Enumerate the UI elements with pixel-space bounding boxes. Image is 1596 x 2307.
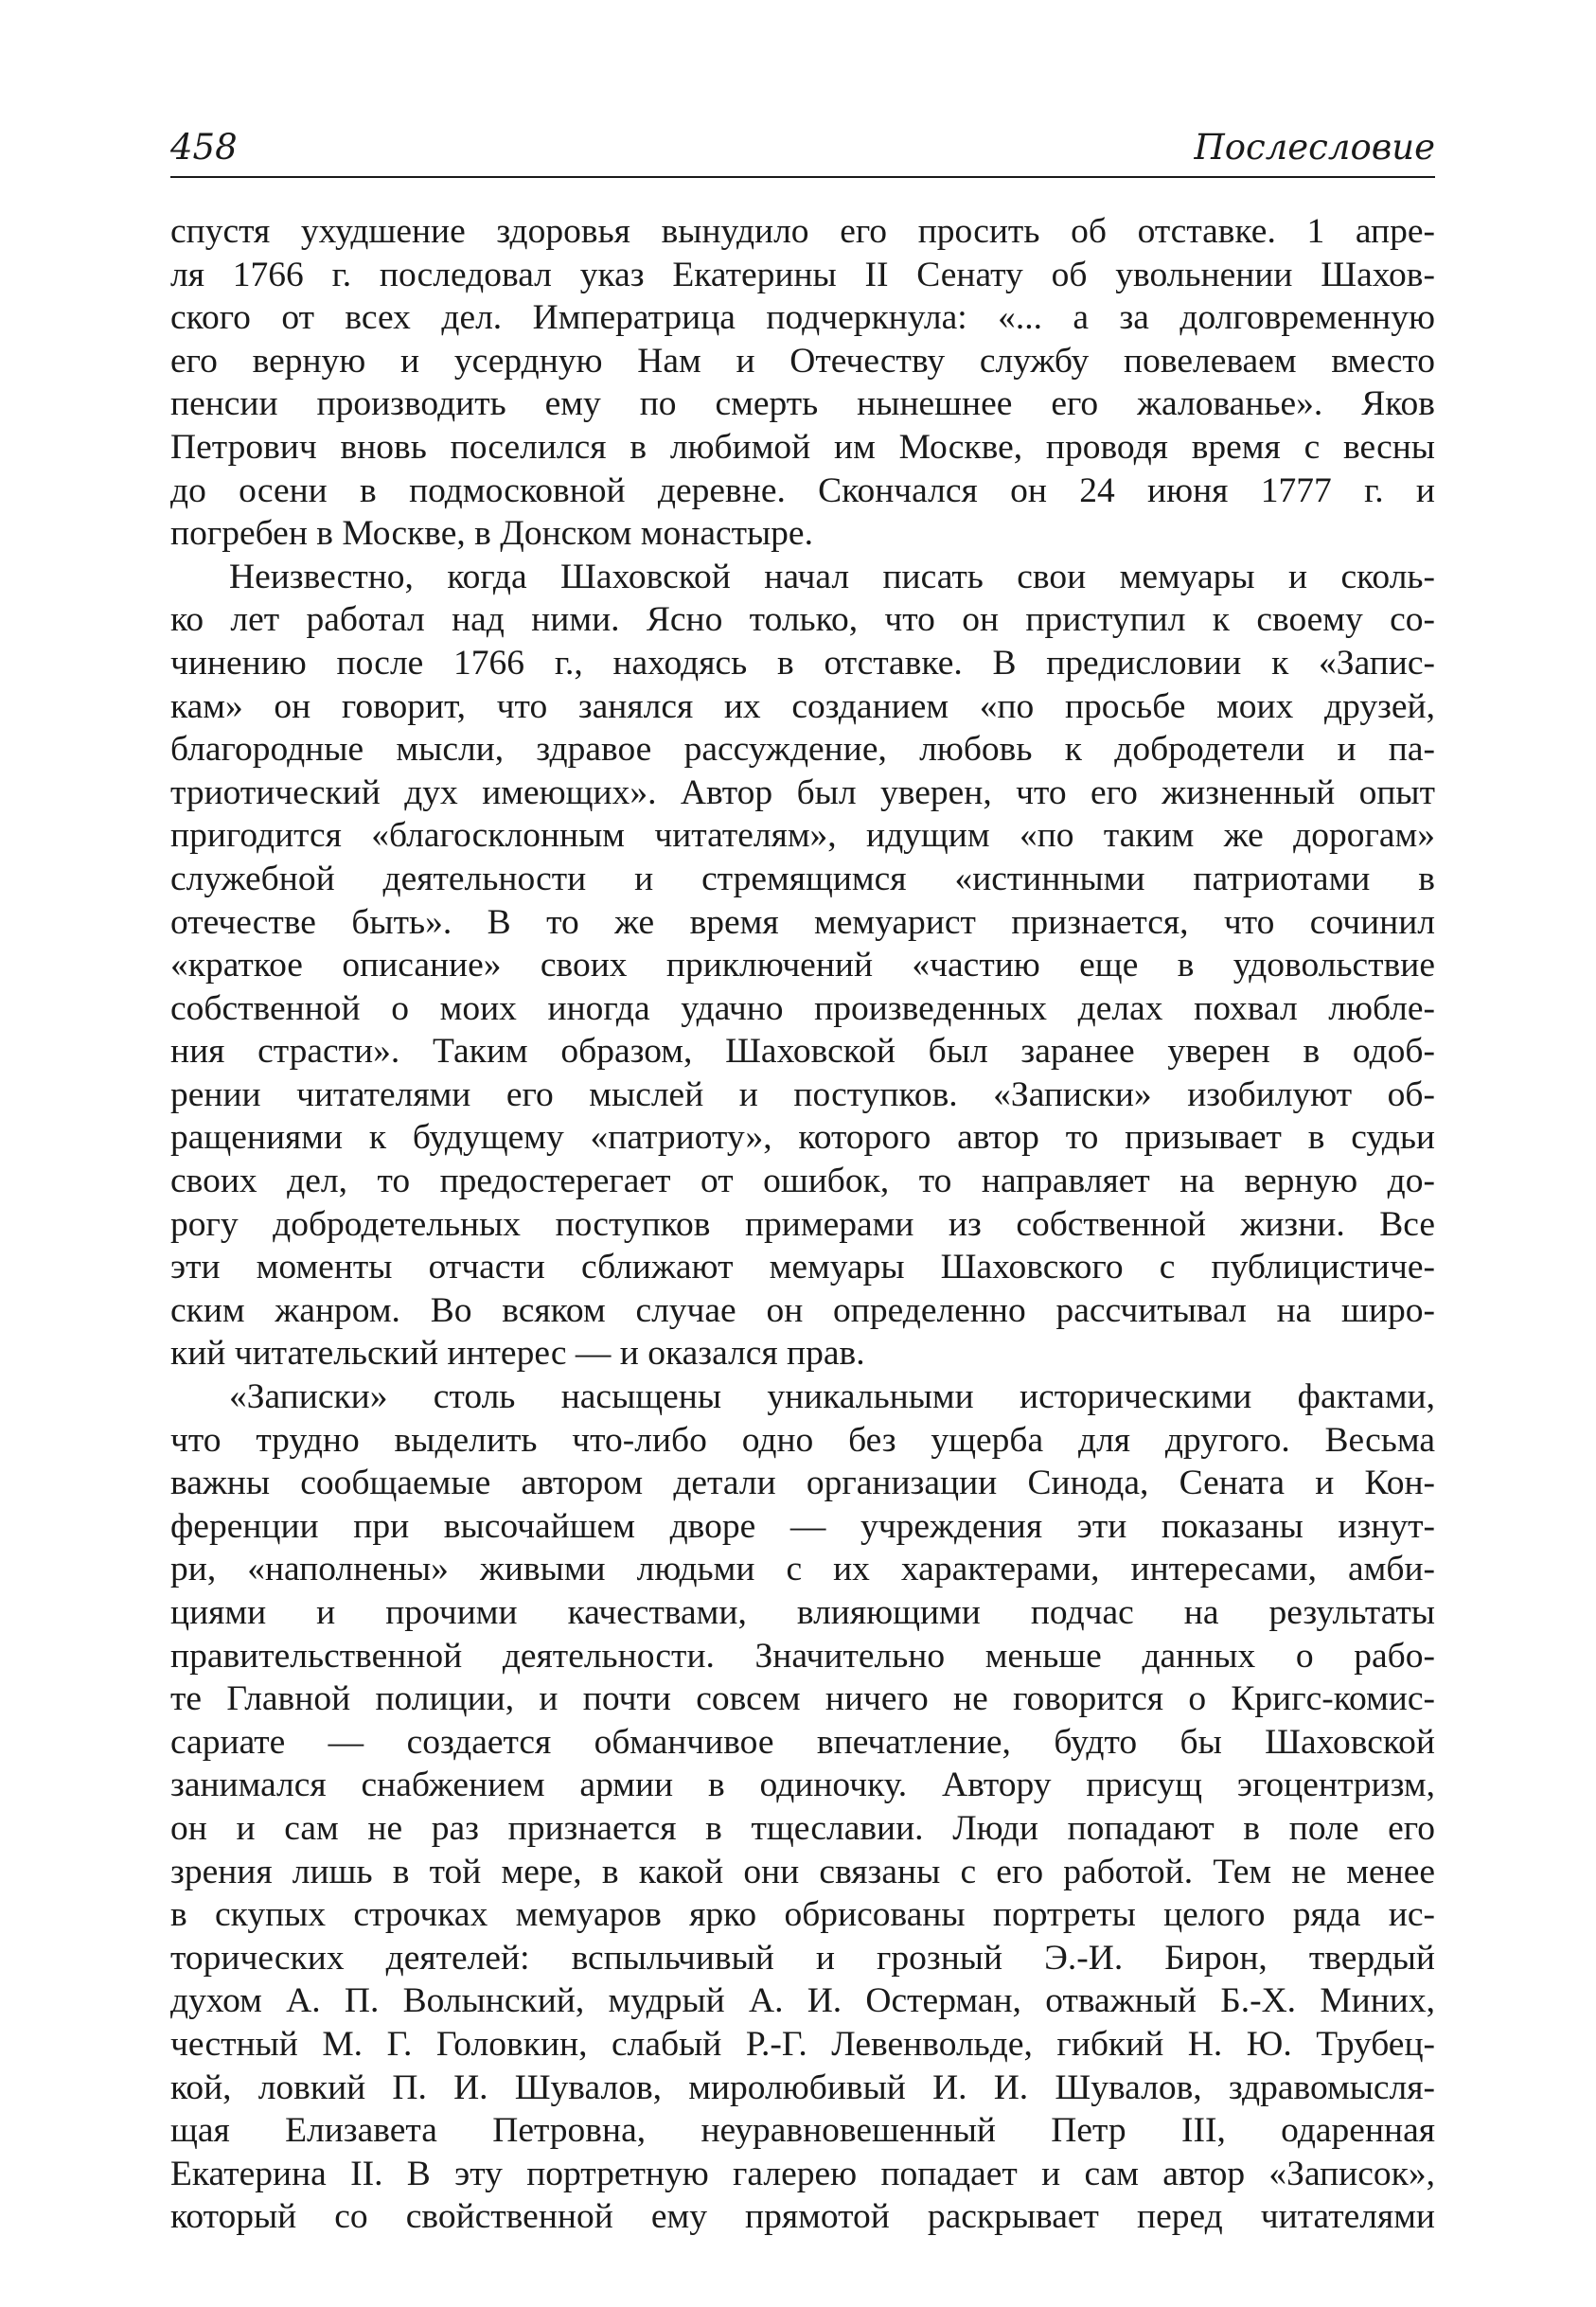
text-line: рении читателями его мыслей и поступков. «Записки» изобилуют об- (170, 1074, 1435, 1114)
text-line: сариате — создается обманчивое впечатление, будто бы Шаховской (170, 1722, 1435, 1762)
text-line: собственной о моих иногда удачно произведенных делах похвал любле- (170, 988, 1435, 1028)
text-line: зрения лишь в той мере, в какой они связаны с его работой. Тем не менее (170, 1852, 1435, 1891)
text-line: пригодится «благосклонным читателям», идущим «по таким же дорогам» (170, 816, 1435, 856)
text-line: духом А. П. Волынский, мудрый А. И. Остерман, отважный Б.-Х. Миних, (170, 1981, 1435, 2021)
text-line: правительственной деятельности. Значительно меньше данных о рабо- (170, 1636, 1435, 1676)
body-text (170, 210, 1435, 2239)
text-line: циями и прочими качествами, влияющими подчас на результаты (170, 1593, 1435, 1632)
text-line: отечестве быть». В то же время мемуарист признается, что сочинил (170, 902, 1435, 942)
text-line: ри, «наполнены» живыми людьми с их характерами, интересами, амби- (170, 1550, 1435, 1589)
text-line: Екатерина II. В эту портретную галерею попадает и сам автор «Записок», (170, 2154, 1435, 2193)
text-line: что трудно выделить что-либо одно без ущерба для другого. Весьма (170, 1420, 1435, 1460)
text-line: он и сам не раз признается в тщеславии. Люди попадают в поле его (170, 1808, 1435, 1848)
text-line: ским жанром. Во всяком случае он определенно рассчитывал на широ- (170, 1290, 1435, 1330)
text-line: кам» он говорит, что занялся их созданием «по просьбе моих друзей, (170, 686, 1435, 726)
text-line: Петрович вновь поселился в любимой им Москве, проводя время с весны (170, 427, 1435, 467)
text-line: чинению после 1766 г., находясь в отставке. В предисловии к «Запис- (170, 643, 1435, 683)
text-line: Неизвестно, когда Шаховской начал писать свои мемуары и сколь- (229, 557, 1435, 596)
text-line: торических деятелей: вспыльчивый и грозный Э.-И. Бирон, твердый (170, 1938, 1435, 1978)
section-title: Послесловие (1194, 127, 1435, 168)
text-line: эти моменты отчасти сближают мемуары Шаховского с публицистиче- (170, 1248, 1435, 1287)
text-line: до осени в подмосковной деревне. Скончался он 24 июня 1777 г. и (170, 470, 1435, 510)
text-line: занимался снабжением армии в одиночку. Автору присущ эгоцентризм, (170, 1766, 1435, 1805)
text-line: триотический дух имеющих». Автор был уверен, что его жизненный опыт (170, 772, 1435, 812)
text-line: его верную и усердную Нам и Отечеству службу повелеваем вместо (170, 341, 1435, 381)
text-line: который со свойственной ему прямотой раскрывает перед читателями (170, 2197, 1435, 2237)
text-line: кий читательский интерес — и оказался прав. (170, 1334, 865, 1374)
text-line: те Главной полиции, и почти совсем ничего не говорится о Кригс-комис- (170, 1679, 1435, 1719)
text-line: ля 1766 г. последовал указ Екатерины II Сенату об увольнении Шахов- (170, 255, 1435, 294)
text-line: служебной деятельности и стремящимся «истинными патриотами в (170, 859, 1435, 898)
text-line: пенсии производить ему по смерть нынешнее его жалованье». Яков (170, 384, 1435, 424)
text-line: важны сообщаемые автором детали организации Синода, Сената и Кон- (170, 1464, 1435, 1503)
text-line: благородные мысли, здравое рассуждение, любовь к добродетели и па- (170, 730, 1435, 770)
page-number: 458 (170, 127, 238, 168)
text-line: кой, ловкий П. И. Шувалов, миролюбивый И. И. Шувалов, здравомысля- (170, 2067, 1435, 2107)
text-line: рогу добродетельных поступков примерами из собственной жизни. Все (170, 1204, 1435, 1244)
text-line: ращениями к будущему «патриоту», которого автор то призывает в судьи (170, 1118, 1435, 1158)
text-line: честный М. Г. Головкин, слабый Р.-Г. Левенвольде, гибкий Н. Ю. Трубец- (170, 2024, 1435, 2064)
text-line: ского от всех дел. Императрица подчеркнула: «... а за долговременную (170, 298, 1435, 338)
text-line: «Записки» столь насыщены уникальными историческими фактами, (229, 1377, 1435, 1417)
text-line: щая Елизавета Петровна, неуравновешенный Петр III, одаренная (170, 2111, 1435, 2151)
text-line: ко лет работал над ними. Ясно только, что он приступил к своему со- (170, 600, 1435, 640)
text-line: спустя ухудшение здоровья вынудило его просить об отставке. 1 апре- (170, 212, 1435, 251)
text-line: ференции при высочайшем дворе — учреждения эти показаны изнут- (170, 1506, 1435, 1546)
text-line: «краткое описание» своих приключений «частию еще в удовольствие (170, 946, 1435, 985)
book-page (170, 121, 1435, 2239)
text-line: своих дел, то предостерегает от ошибок, то направляет на верную до- (170, 1162, 1435, 1201)
text-line: в скупых строчках мемуаров ярко обрисованы портреты целого ряда ис- (170, 1895, 1435, 1935)
running-head (170, 121, 1435, 178)
text-line: погребен в Москве, в Донском монастыре. (170, 514, 813, 554)
text-line: ния страсти». Таким образом, Шаховской был заранее уверен в одоб- (170, 1032, 1435, 1072)
